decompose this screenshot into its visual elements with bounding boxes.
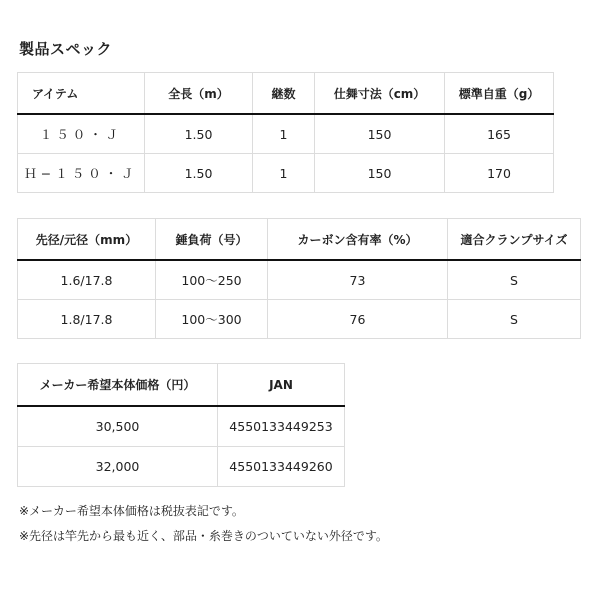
cell-weight: 165 — [445, 114, 554, 154]
table-header-row — [18, 219, 581, 261]
cell-clamp-size: S — [448, 300, 581, 339]
table-row — [18, 114, 554, 154]
cell-item: １５０・Ｊ — [18, 114, 145, 154]
cell-item: Ｈ−１５０・Ｊ — [18, 154, 145, 193]
cell-carbon: 76 — [268, 300, 448, 339]
header-sections: 継数 — [253, 73, 315, 115]
table-row — [18, 406, 345, 447]
spec-table-price — [17, 363, 345, 487]
header-tip-butt: 先径/元径（mm） — [18, 219, 156, 261]
header-weight: 標準自重（g） — [445, 73, 554, 115]
cell-price: 32,000 — [18, 447, 218, 487]
header-length: 全長（m） — [145, 73, 253, 115]
cell-carbon: 73 — [268, 260, 448, 300]
cell-sections: 1 — [253, 154, 315, 193]
spec-table-tip — [17, 218, 581, 339]
cell-clamp-size: S — [448, 260, 581, 300]
header-closed-length: 仕舞寸法（cm） — [315, 73, 445, 115]
table-header-row — [18, 73, 554, 115]
table-row — [18, 154, 554, 193]
cell-length: 1.50 — [145, 154, 253, 193]
header-carbon: カーボン含有率（%） — [268, 219, 448, 261]
price-note: ※メーカー希望本体価格は税抜表記です。 — [19, 504, 244, 518]
cell-jan: 4550133449260 — [218, 447, 345, 487]
tip-diameter-note: ※先径は竿先から最も近く、部品・糸巻きのついていない外径です。 — [19, 529, 388, 543]
table-row — [18, 260, 581, 300]
cell-jan: 4550133449253 — [218, 406, 345, 447]
header-price: メーカー希望本体価格（円） — [18, 364, 218, 407]
spec-table-basic — [17, 72, 554, 193]
cell-sections: 1 — [253, 114, 315, 154]
cell-price: 30,500 — [18, 406, 218, 447]
cell-tip-butt: 1.8/17.8 — [18, 300, 156, 339]
table-row — [18, 300, 581, 339]
table-header-row — [18, 364, 345, 407]
cell-sinker-load: 100〜300 — [156, 300, 268, 339]
header-clamp-size: 適合クランプサイズ — [448, 219, 581, 261]
header-jan: JAN — [218, 364, 345, 407]
cell-sinker-load: 100〜250 — [156, 260, 268, 300]
cell-length: 1.50 — [145, 114, 253, 154]
header-item: アイテム — [18, 73, 145, 115]
cell-closed-length: 150 — [315, 114, 445, 154]
cell-tip-butt: 1.6/17.8 — [18, 260, 156, 300]
table-row — [18, 447, 345, 487]
cell-closed-length: 150 — [315, 154, 445, 193]
page-title: 製品スペック — [19, 40, 113, 58]
cell-weight: 170 — [445, 154, 554, 193]
header-sinker-load: 錘負荷（号） — [156, 219, 268, 261]
